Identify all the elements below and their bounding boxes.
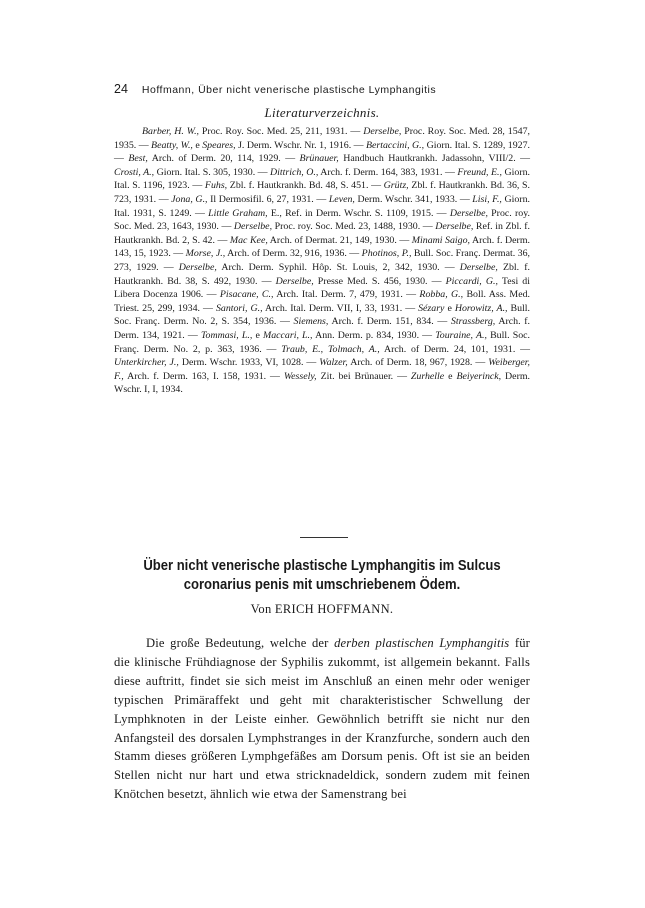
reference-author: Robba, G., [419, 289, 464, 301]
reference-citation: e [252, 329, 263, 341]
reference-author: Piccardi, G., [445, 275, 498, 287]
reference-citation: Handbuch Hautkrankh. Jadassohn, VIII/2. — [338, 153, 531, 165]
reference-author: Pisacane, C., [219, 289, 274, 301]
reference-author: Derselbe, [449, 207, 488, 219]
reference-author: Derselbe, [275, 275, 314, 287]
reference-author: Morse, J., [185, 248, 226, 260]
body-text-segment: Die große Bedeutung, welche der [146, 636, 335, 650]
reference-citation: Proc. roy. Soc. Med. 23, 1643, 1930. — [114, 207, 530, 233]
reference-citation: Arch. f. Derm. 151, 834. — [328, 316, 451, 328]
article-title-line-2: coronarius penis mit umschriebenem Ödem. [183, 576, 461, 593]
reference-author: Speares, [202, 139, 236, 151]
reference-author: Zurhelle [410, 370, 445, 382]
reference-citation: Arch. of Derm. 24, 101, 1931. — [379, 343, 531, 355]
reference-author: Mac Kee, [229, 234, 268, 246]
reference-citation: Arch. of Dermat. 21, 149, 1930. — [267, 234, 412, 246]
body-text-segment: für die klinische Frühdiagnose der Syphilis zukommt, ist allgemein bekannt. Falls diese auftritt, findet sie sich meist im Anschluß an einen mehr oder weniger typischen Primäraffekt und geht mit charakteristischer Schwellung der Lymphknoten in der Leiste einher. Gewöhnlich betrifft sie nicht nur den Anfangsteil des dorsalen Lymphstranges in der Kranzfurche, sondern auch den Stamm dieses größeren Lymphgefäßes am Dorsum penis. Oft ist sie an beiden Stellen nicht nur hart und etwa stricknadeldick, sondern zudem mit feinen Knötchen besetzt, ähnlich wie etwa der Samenstrang bei [114, 636, 531, 802]
reference-author: Horowitz, A., [454, 302, 508, 314]
reference-citation: Arch. of Derm. 18, 967, 1928. — [347, 357, 489, 369]
reference-author: Derselbe, [435, 221, 474, 233]
reference-citation: Zbl. f. Hautkrankh. Bd. 36, S. 723, 1931. — [114, 180, 530, 205]
reference-author: Jona, G., [171, 193, 208, 205]
reference-citation: e [444, 370, 457, 382]
reference-author: Derselbe, [233, 221, 273, 233]
reference-author: Fuhs, [204, 180, 228, 192]
reference-author: Unterkircher, J., [114, 357, 179, 369]
reference-citation: Proc. Roy. Soc. Med. 28, 1547, 1935. — [114, 126, 530, 151]
reference-author: Grütz, [383, 180, 409, 192]
reference-citation: Bull. Soc. Franç. Derm. No. 2, S. 354, 1936. — [114, 302, 531, 328]
literature-heading: Literaturverzeichnis. [264, 105, 380, 120]
reference-author: Traub, E., [281, 343, 324, 355]
article-title [143, 556, 501, 594]
reference-citation: Ref. in Zbl. f. Hautkrankh. Bd. 2, S. 42. — [114, 221, 530, 246]
reference-citation: Proc. Roy. Soc. Med. 25, 211, 1931. — [199, 126, 364, 137]
reference-author: Leven, [328, 193, 355, 205]
reference-citation: E., Ref. in Derm. Wschr. S. 1109, 1915. — [267, 207, 450, 219]
reference-author: Sézary [418, 302, 445, 314]
reference-citation: e [444, 302, 455, 314]
reference-citation: Arch. f. Derm. 143, 15, 1923. — [114, 234, 531, 260]
reference-citation: Zit. bei Brünauer. — [316, 370, 411, 382]
reference-citation: Giorn. Ital. S. 1289, 1927. — [114, 139, 531, 165]
reference-citation: Presse Med. S. 456, 1930. — [313, 275, 446, 287]
reference-citation: Boll. Ass. Med. Triest. 25, 299, 1934. — [114, 289, 530, 314]
reference-list [114, 125, 530, 397]
reference-citation: Giorn. Ital. S. 1196, 1923. — [114, 166, 530, 192]
reference-citation: Arch. of Derm. 20, 114, 1929. — [147, 153, 300, 165]
reference-author: Strassberg, [450, 316, 496, 328]
reference-citation: Ann. Derm. p. 834, 1930. — [312, 329, 436, 341]
reference-citation: Bull. Soc. Franç. Dermat. 36, 273, 1929. — [114, 248, 530, 273]
reference-author: Derselbe, [178, 261, 217, 273]
reference-author: Brünauer, [299, 153, 339, 165]
reference-citation: e [192, 139, 203, 151]
reference-author: Crosti, A., [114, 166, 155, 178]
running-head-text: Hoffmann, Über nicht venerische plastische Lymphangitis [141, 84, 437, 96]
journal-page [114, 0, 530, 908]
reference-author: Lisi, F., [472, 193, 502, 205]
reference-author: Maccari, L., [262, 329, 313, 341]
reference-author: Touraine, A., [435, 329, 487, 341]
article-title-line-1: Über nicht venerische plastische Lymphangitis im Sulcus [143, 557, 501, 574]
reference-citation: Zbl. f. Hautkrankh. Bd. 38, S. 492, 1930. — [114, 261, 530, 287]
reference-citation: Derm. Wschr. 1933, VI, 1028. — [178, 357, 320, 369]
article-author: Von ERICH HOFFMANN. [250, 602, 394, 616]
reference-citation: Arch. f. Derm. 164, 383, 1931. — [318, 166, 458, 178]
reference-citation: Bull. Soc. Franç. Derm. No. 2, p. 363, 1936. — [114, 329, 530, 355]
reference-citation: Arch. f. Derm. 163, I. 158, 1931. — [123, 370, 284, 382]
reference-citation: Arch. of Derm. 32, 916, 1936. — [225, 248, 362, 260]
reference-author: Derselbe, [459, 261, 498, 273]
reference-citation: Giorn. Ital. 1931, S. 1249. — [114, 193, 530, 219]
reference-author: Dittrich, O., [270, 166, 319, 178]
page-number: 24 [114, 82, 128, 96]
reference-citation: Arch. Ital. Derm. 7, 479, 1931. — [273, 289, 420, 301]
reference-citation: Arch. Derm. Syphil. Hôp. St. Louis, 2, 342, 1930. — [216, 261, 460, 273]
reference-author: Bertaccini, G., [365, 139, 425, 151]
reference-author: Derselbe, [363, 126, 402, 137]
reference-author: Santori, G., [215, 302, 263, 314]
reference-author: Walzer, [319, 357, 348, 369]
reference-author: Siemens, [293, 316, 329, 328]
reference-author: Photinos, P., [361, 248, 412, 260]
reference-author: Little Graham, [208, 207, 268, 219]
reference-author: Weiberger, F., [114, 357, 530, 382]
reference-citation: Arch. f. Derm. 134, 1921. — [114, 316, 531, 341]
reference-author: Beiyerinck, [456, 370, 502, 382]
reference-author: Freund, E., [457, 166, 502, 178]
reference-citation: Derm. Wschr. I, I, 1934. [114, 370, 531, 396]
reference-citation: Proc. roy. Soc. Med. 23, 1488, 1930. — [272, 221, 436, 233]
reference-author: Wessely, [283, 370, 317, 382]
reference-citation: J. Derm. Wschr. Nr. 1, 1916. — [235, 139, 366, 151]
reference-citation: Il Dermosifil. 6, 27, 1931. — [207, 193, 329, 205]
reference-citation: Giorn. Ital. S. 305, 1930. — [154, 166, 271, 178]
reference-citation: Derm. Wschr. 341, 1933. — [354, 193, 473, 205]
reference-citation: Tesi di Libera Docenza 1906. — [114, 275, 530, 301]
running-head [114, 82, 530, 96]
article-body-paragraph [114, 634, 530, 804]
reference-citation: Zbl. f. Hautkrankh. Bd. 48, S. 451. — [227, 180, 384, 192]
reference-author: Tommasi, L., [200, 329, 253, 341]
reference-author: Tolmach, A., [327, 343, 380, 355]
reference-author: Barber, H. W., [142, 126, 200, 137]
reference-author: Minami Saigo, [411, 234, 471, 246]
emphasis-text: derben plastischen Lymphangitis [334, 636, 510, 650]
reference-citation: Arch. Ital. Derm. VII, I, 33, 1931. — [262, 302, 419, 314]
reference-author: Best, [128, 153, 148, 165]
section-divider [300, 537, 348, 538]
reference-author: Beatty, W., [151, 139, 193, 151]
